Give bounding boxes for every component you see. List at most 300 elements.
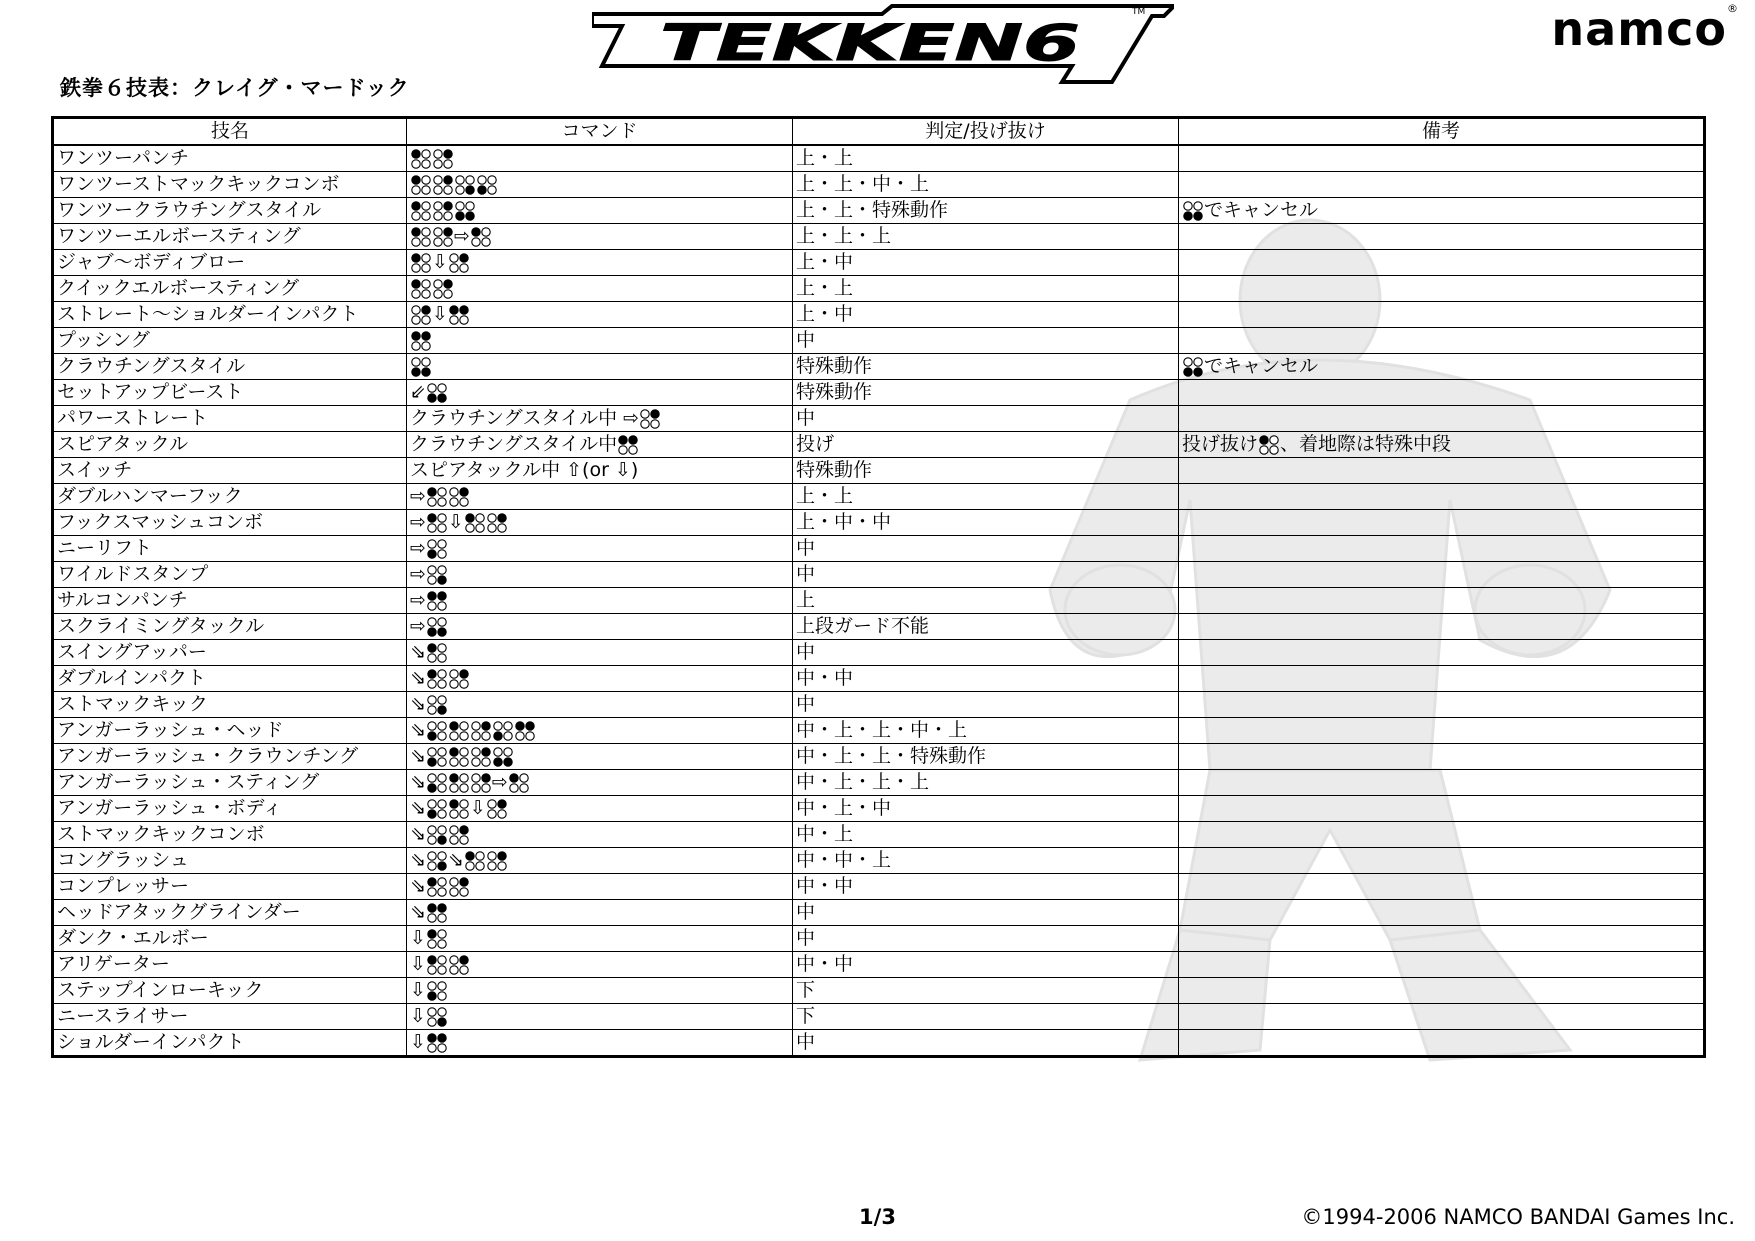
button-1-icon — [426, 643, 448, 663]
note-cell — [1179, 640, 1705, 666]
button-1-icon — [426, 669, 448, 689]
note-cell — [1179, 666, 1705, 692]
hit-level-cell — [793, 874, 1179, 900]
button-12-icon — [448, 305, 470, 325]
move-name-text: ストレート～ショルダーインパクト — [57, 303, 359, 325]
command-text: ⇩ — [410, 1031, 448, 1053]
namco-brand: namco® — [1551, 2, 1739, 56]
hit-level-text: 中・上・上・中・上 — [796, 719, 968, 741]
note-text: でキャンセル — [1182, 199, 1318, 221]
hit-level-text: 中 — [796, 927, 816, 949]
hit-level-text: 特殊動作 — [796, 381, 873, 403]
command-cell — [407, 458, 793, 484]
command-cell — [407, 328, 793, 354]
move-name-text: セットアップビースト — [57, 381, 244, 403]
table-row — [53, 354, 1705, 380]
button-1-icon — [464, 851, 486, 871]
move-name-text: ニースライサー — [57, 1005, 189, 1027]
move-name-text: ストマックキックコンボ — [57, 823, 265, 845]
move-name-cell — [53, 900, 407, 926]
table-row — [53, 145, 1705, 172]
button-34-icon — [426, 383, 448, 403]
button-2-icon — [639, 409, 661, 429]
command-text: ⇘ — [410, 875, 470, 897]
button-1-icon — [508, 773, 530, 793]
command-text — [410, 173, 498, 195]
hit-level-cell — [793, 328, 1179, 354]
move-name-text: ワンツーエルボースティング — [57, 225, 301, 247]
button-3-icon — [426, 773, 448, 793]
command-cell — [407, 744, 793, 770]
hit-level-text: 上・上・中・上 — [796, 173, 930, 195]
note-cell — [1179, 145, 1705, 172]
button-12-icon — [410, 331, 432, 351]
note-cell — [1179, 1030, 1705, 1057]
hit-level-text: 中 — [796, 563, 816, 585]
hit-level-cell — [793, 978, 1179, 1004]
hit-level-text: 上 — [796, 589, 816, 611]
move-name-text: ジャブ～ボディブロー — [57, 251, 246, 273]
hit-level-text: 中・上 — [796, 823, 854, 845]
table-row — [53, 744, 1705, 770]
move-name-text: ワンツーパンチ — [57, 147, 190, 169]
button-1-icon — [426, 513, 448, 533]
move-name-text: ヘッドアタックグラインダー — [57, 901, 301, 923]
command-text: ⇘ — [410, 901, 448, 923]
button-4-icon — [426, 565, 448, 585]
command-text: クラウチングスタイル中 ⇨ — [410, 407, 661, 429]
button-1-icon — [410, 201, 432, 221]
command-cell — [407, 1004, 793, 1030]
hit-level-cell — [793, 822, 1179, 848]
button-34-icon — [426, 617, 448, 637]
note-cell — [1179, 224, 1705, 250]
move-name-cell — [53, 874, 407, 900]
hit-level-cell — [793, 432, 1179, 458]
note-cell — [1179, 276, 1705, 302]
table-row — [53, 172, 1705, 198]
table-row — [53, 770, 1705, 796]
hit-level-text: 中 — [796, 407, 816, 429]
move-name-text: アンガーラッシュ・ボディ — [57, 797, 282, 819]
hit-level-text: 中・上・中 — [796, 797, 892, 819]
table-row — [53, 926, 1705, 952]
move-name-text: クイックエルボースティング — [57, 277, 300, 299]
table-row — [53, 874, 1705, 900]
command-text: ⇨ — [410, 537, 448, 559]
move-name-text: スピアタックル — [57, 433, 189, 455]
table-row — [53, 458, 1705, 484]
hit-level-cell — [793, 744, 1179, 770]
command-text: ⇘ — [410, 745, 514, 767]
command-text — [410, 147, 454, 169]
note-cell — [1179, 536, 1705, 562]
button-1-icon — [410, 149, 432, 169]
move-name-text: ワンツークラウチングスタイル — [57, 199, 322, 221]
note-text: でキャンセル — [1182, 355, 1318, 377]
note-cell — [1179, 744, 1705, 770]
button-12-icon — [514, 721, 536, 741]
move-name-cell — [53, 484, 407, 510]
hit-level-cell — [793, 718, 1179, 744]
hit-level-text: 上・上 — [796, 277, 854, 299]
note-cell — [1179, 302, 1705, 328]
table-row — [53, 900, 1705, 926]
move-name-cell — [53, 640, 407, 666]
move-name-text: サルコンパンチ — [57, 589, 188, 611]
command-cell — [407, 224, 793, 250]
hit-level-text: 上・上 — [796, 147, 854, 169]
button-1-icon — [410, 279, 432, 299]
move-name-cell — [53, 718, 407, 744]
move-name-text: スイッチ — [57, 459, 133, 481]
command-cell — [407, 666, 793, 692]
button-2-icon — [470, 773, 492, 793]
command-text: ⇘ — [410, 823, 470, 845]
hit-level-text: 上・中・中 — [796, 511, 892, 533]
command-cell — [407, 614, 793, 640]
button-3-icon — [426, 799, 448, 819]
move-name-cell — [53, 692, 407, 718]
table-row — [53, 510, 1705, 536]
button-2-icon — [432, 201, 454, 221]
note-cell — [1179, 770, 1705, 796]
table-row — [53, 328, 1705, 354]
move-name-text: ダンク・エルボー — [57, 927, 209, 949]
button-2-icon — [448, 955, 470, 975]
note-cell — [1179, 692, 1705, 718]
hit-level-text: 中・中 — [796, 667, 854, 689]
button-1-icon — [1258, 435, 1280, 455]
hit-level-cell — [793, 224, 1179, 250]
button-1-icon — [426, 487, 448, 507]
hit-level-text: 中・上・上・特殊動作 — [796, 745, 987, 767]
button-2-icon — [470, 747, 492, 767]
table-row — [53, 692, 1705, 718]
move-name-cell — [53, 978, 407, 1004]
command-cell — [407, 1030, 793, 1057]
table-row — [53, 224, 1705, 250]
move-name-cell — [53, 250, 407, 276]
note-cell — [1179, 614, 1705, 640]
col-header-hit: 判定/投げ抜け — [793, 118, 1179, 146]
col-header-command: コマンド — [407, 118, 793, 146]
table-row — [53, 380, 1705, 406]
command-cell — [407, 302, 793, 328]
hit-level-cell — [793, 848, 1179, 874]
table-row — [53, 562, 1705, 588]
button-1-icon — [426, 877, 448, 897]
note-cell — [1179, 1004, 1705, 1030]
table-row — [53, 978, 1705, 1004]
move-name-cell — [53, 432, 407, 458]
command-text: ⇘ ⇨ — [410, 771, 530, 793]
move-name-cell — [53, 354, 407, 380]
button-3-icon — [476, 175, 498, 195]
move-name-text: ショルダーインパクト — [57, 1031, 245, 1053]
command-cell — [407, 406, 793, 432]
move-name-text: ダブルインパクト — [57, 667, 206, 689]
move-name-text: ダブルハンマーフック — [57, 485, 243, 507]
command-cell — [407, 770, 793, 796]
hit-level-text: 中・中・上 — [796, 849, 892, 871]
button-1-icon — [410, 253, 432, 273]
button-2-icon — [432, 227, 454, 247]
hit-level-cell — [793, 458, 1179, 484]
command-cell — [407, 588, 793, 614]
table-row — [53, 198, 1705, 224]
command-cell — [407, 484, 793, 510]
move-name-cell — [53, 926, 407, 952]
move-name-cell — [53, 328, 407, 354]
note-cell — [1179, 822, 1705, 848]
button-3-icon — [426, 747, 448, 767]
note-cell — [1179, 952, 1705, 978]
table-row — [53, 250, 1705, 276]
hit-level-cell — [793, 562, 1179, 588]
hit-level-cell — [793, 145, 1179, 172]
command-cell — [407, 926, 793, 952]
button-1-icon — [426, 955, 448, 975]
table-row — [53, 484, 1705, 510]
note-cell — [1179, 406, 1705, 432]
button-2-icon — [486, 799, 508, 819]
note-cell — [1179, 926, 1705, 952]
note-cell — [1179, 874, 1705, 900]
note-cell — [1179, 484, 1705, 510]
button-2-icon — [448, 877, 470, 897]
table-row — [53, 276, 1705, 302]
hit-level-cell — [793, 536, 1179, 562]
command-text: スピアタックル中 ⇧(or ⇩) — [410, 459, 639, 481]
command-text: ⇩ — [410, 251, 470, 273]
table-row — [53, 588, 1705, 614]
button-3-icon — [492, 721, 514, 741]
command-text: ⇩ — [410, 303, 470, 325]
table-row — [53, 1030, 1705, 1057]
command-cell — [407, 718, 793, 744]
move-name-text: ステップインローキック — [57, 979, 264, 1001]
note-cell — [1179, 900, 1705, 926]
command-cell — [407, 250, 793, 276]
table-row — [53, 718, 1705, 744]
move-name-cell — [53, 145, 407, 172]
hit-level-text: 中 — [796, 329, 816, 351]
command-cell — [407, 692, 793, 718]
move-name-cell — [53, 224, 407, 250]
button-2-icon — [448, 825, 470, 845]
table-row — [53, 848, 1705, 874]
note-cell — [1179, 510, 1705, 536]
move-name-text: スイングアッパー — [57, 641, 207, 663]
hit-level-text: 特殊動作 — [796, 459, 873, 481]
hit-level-cell — [793, 952, 1179, 978]
command-text — [410, 277, 454, 299]
note-cell — [1179, 718, 1705, 744]
hit-level-cell — [793, 796, 1179, 822]
command-cell — [407, 172, 793, 198]
table-row — [53, 666, 1705, 692]
move-name-text: コングラッシュ — [57, 849, 189, 871]
button-3-icon — [426, 539, 448, 559]
command-cell — [407, 276, 793, 302]
move-name-cell — [53, 1004, 407, 1030]
command-text: ⇘ ⇩ — [410, 797, 508, 819]
hit-level-text: 中 — [796, 693, 816, 715]
hit-level-text: 上・上 — [796, 485, 854, 507]
svg-text:TM: TM — [1132, 7, 1146, 17]
button-34-icon — [1182, 357, 1204, 377]
command-text: ⇙ — [410, 381, 448, 403]
note-cell — [1179, 380, 1705, 406]
move-name-cell — [53, 1030, 407, 1057]
copyright: ©1994‑2006 NAMCO BANDAI Games Inc. — [1301, 1205, 1735, 1229]
command-cell — [407, 796, 793, 822]
move-name-cell — [53, 796, 407, 822]
button-2-icon — [448, 487, 470, 507]
table-row — [53, 952, 1705, 978]
table-row — [53, 536, 1705, 562]
move-name-text: パワーストレート — [57, 407, 209, 429]
command-cell — [407, 432, 793, 458]
command-cell — [407, 198, 793, 224]
tekken6-logo — [592, 4, 1174, 84]
button-2-icon — [432, 149, 454, 169]
hit-level-text: 上・中 — [796, 303, 854, 325]
moves-table — [51, 116, 1706, 1058]
hit-level-text: 中 — [796, 1031, 816, 1053]
button-3-icon — [426, 981, 448, 1001]
button-34-icon — [454, 201, 476, 221]
button-12-icon — [426, 903, 448, 923]
move-name-text: アンガーラッシュ・クラウンチング — [57, 745, 359, 767]
move-name-cell — [53, 562, 407, 588]
button-1-icon — [448, 721, 470, 741]
command-text: ⇨ — [410, 225, 492, 247]
hit-level-text: 中・中 — [796, 953, 854, 975]
button-34-icon — [492, 747, 514, 767]
col-header-name: 技名 — [53, 118, 407, 146]
button-1-icon — [448, 773, 470, 793]
move-name-text: クラウチングスタイル — [57, 355, 246, 377]
hit-level-cell — [793, 926, 1179, 952]
hit-level-text: 下 — [796, 979, 816, 1001]
command-text: ⇘ — [410, 719, 536, 741]
note-cell — [1179, 458, 1705, 484]
button-2-icon — [470, 721, 492, 741]
table-row — [53, 302, 1705, 328]
table-row — [53, 432, 1705, 458]
command-text — [410, 355, 432, 377]
command-cell — [407, 848, 793, 874]
button-12-icon — [426, 591, 448, 611]
hit-level-text: 中・上・上・上 — [796, 771, 930, 793]
button-2-icon — [410, 305, 432, 325]
hit-level-text: 上・中 — [796, 251, 854, 273]
hit-level-text: 中 — [796, 641, 816, 663]
hit-level-cell — [793, 510, 1179, 536]
table-row — [53, 796, 1705, 822]
button-4-icon — [426, 851, 448, 871]
page-title: 鉄拳６技表：クレイグ・マードック — [60, 76, 410, 100]
move-name-cell — [53, 172, 407, 198]
table-row — [53, 406, 1705, 432]
command-cell — [407, 952, 793, 978]
move-name-text: アンガーラッシュ・ヘッド — [57, 719, 284, 741]
button-4-icon — [426, 1007, 448, 1027]
move-name-text: ワンツーストマックキックコンボ — [57, 173, 340, 195]
note-cell — [1179, 562, 1705, 588]
page-number: 1/3 — [859, 1205, 896, 1229]
button-4-icon — [454, 175, 476, 195]
note-cell — [1179, 172, 1705, 198]
note-cell — [1179, 978, 1705, 1004]
hit-level-cell — [793, 354, 1179, 380]
hit-level-text: 中 — [796, 537, 816, 559]
command-cell — [407, 900, 793, 926]
note-cell — [1179, 588, 1705, 614]
command-text: ⇘ — [410, 641, 448, 663]
button-2-icon — [486, 513, 508, 533]
move-name-text: ワイルドスタンプ — [57, 563, 209, 585]
move-name-cell — [53, 302, 407, 328]
hit-level-text: 中 — [796, 901, 816, 923]
hit-level-cell — [793, 484, 1179, 510]
logo-text: TEKKEN6 — [660, 14, 1080, 72]
note-cell — [1179, 848, 1705, 874]
brand-text: namco — [1551, 2, 1727, 56]
col-header-note: 備考 — [1179, 118, 1705, 146]
command-text: ⇨ — [410, 485, 470, 507]
move-name-cell — [53, 848, 407, 874]
button-3-icon — [426, 721, 448, 741]
hit-level-cell — [793, 900, 1179, 926]
move-name-cell — [53, 770, 407, 796]
hit-level-cell — [793, 406, 1179, 432]
command-text: クラウチングスタイル中 — [410, 433, 639, 455]
note-cell — [1179, 354, 1705, 380]
hit-level-cell — [793, 302, 1179, 328]
move-name-text: フックスマッシュコンボ — [57, 511, 263, 533]
command-text: ⇘ — [410, 667, 470, 689]
button-2-icon — [448, 253, 470, 273]
hit-level-cell — [793, 250, 1179, 276]
move-name-cell — [53, 198, 407, 224]
move-name-cell — [53, 588, 407, 614]
move-name-cell — [53, 536, 407, 562]
command-cell — [407, 640, 793, 666]
hit-level-text: 投げ — [796, 433, 835, 455]
hit-level-cell — [793, 198, 1179, 224]
move-name-text: アリゲーター — [57, 953, 170, 975]
command-text: ⇩ — [410, 1005, 448, 1027]
move-name-text: ニーリフト — [57, 537, 153, 559]
move-name-cell — [53, 458, 407, 484]
note-cell — [1179, 328, 1705, 354]
move-name-cell — [53, 380, 407, 406]
command-text: ⇨ — [410, 589, 448, 611]
command-cell — [407, 978, 793, 1004]
command-cell — [407, 536, 793, 562]
command-text: ⇨ — [410, 563, 448, 585]
button-2-icon — [432, 279, 454, 299]
command-text: ⇘ — [410, 693, 448, 715]
move-name-cell — [53, 952, 407, 978]
move-name-text: アンガーラッシュ・スティング — [57, 771, 320, 793]
table-row — [53, 640, 1705, 666]
button-12-icon — [617, 435, 639, 455]
move-name-text: コンプレッサー — [57, 875, 190, 897]
